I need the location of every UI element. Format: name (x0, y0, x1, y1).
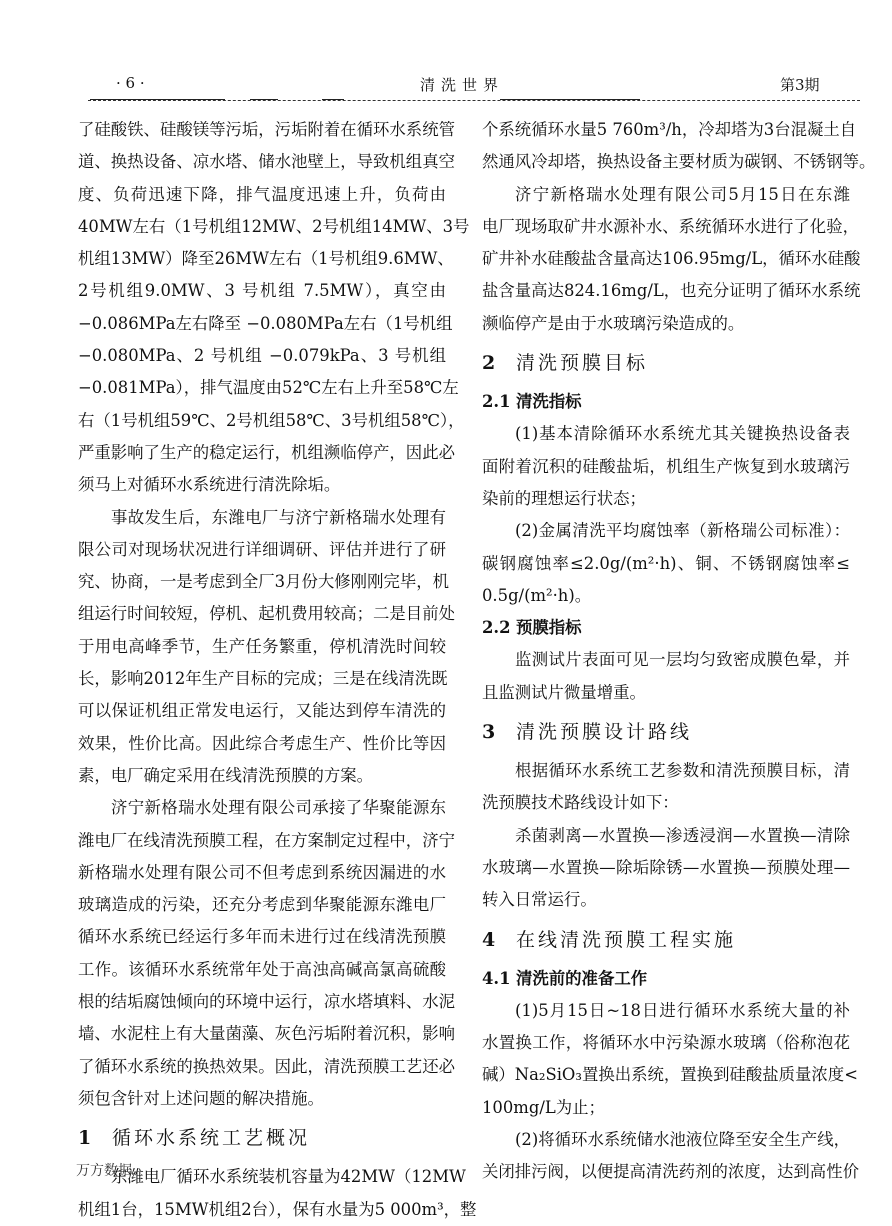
text-line: 盐含量高达824.16mg/L，也充分证明了循环水系统 (482, 281, 861, 301)
paragraph (482, 995, 858, 1124)
text-line: −0.081MPa），排气温度由52℃左右上升至58℃左 (78, 378, 459, 398)
section-number: 4 (482, 928, 496, 951)
paragraph (482, 179, 861, 340)
section-number: 2.2 (482, 618, 511, 638)
text-line: 济宁新格瑞水处理有限公司5月15日在东潍 (515, 184, 850, 204)
paragraph (482, 114, 876, 179)
text-line: 濒临停产是由于水玻璃污染造成的。 (482, 313, 745, 333)
header-rule-segment (500, 99, 640, 100)
text-line: 于用电高峰季节，生产任务繁重，停机清洗时间较 (78, 636, 446, 656)
section-title: 清洗预膜目标 (516, 352, 649, 375)
header-rule-segment (250, 99, 278, 100)
text-line: 济宁新格瑞水处理有限公司承接了华聚能源东 (111, 798, 446, 818)
text-line: 机组1台，15MW机组2台），保有水量为5 000m³，整 (78, 1199, 477, 1219)
header-rule-segment (322, 99, 344, 100)
text-line: 事故发生后，东潍电厂与济宁新格瑞水处理有 (111, 507, 446, 527)
section-title: 清洗指标 (516, 392, 582, 412)
text-line: 水玻璃—水置换—除垢除锈—水置换—预膜处理— (482, 857, 850, 877)
paragraph (78, 114, 470, 502)
text-line: 须包含针对上述问题的解决措施。 (78, 1088, 324, 1108)
text-line: (1)基本清除循环水系统尤其关键换热设备表 (515, 424, 850, 444)
text-line: (1)5月15日~18日进行循环水系统大量的补 (515, 1000, 850, 1020)
text-line: 究、协商，一是考虑到全厂3月份大修刚刚完毕，机 (78, 572, 450, 592)
section-number: 2 (482, 352, 496, 375)
text-line: 玻璃造成的污染，还充分考虑到华聚能源东潍电厂 (78, 895, 446, 915)
text-line: 须马上对循环水系统进行清洗除垢。 (78, 475, 341, 495)
text-line: 转入日常运行。 (482, 890, 597, 910)
text-line: 矿井补水硅酸盐含量高达106.95mg/L，循环水硅酸 (482, 249, 861, 269)
text-line: 度、负荷迅速下降，排气温度迅速上升，负荷由 (78, 184, 446, 204)
section-title: 清洗前的准备工作 (516, 968, 648, 988)
text-line: 杀菌剥离—水置换—渗透浸润—水置换—清除 (515, 825, 850, 845)
text-line: −0.086MPa左右降至 −0.080MPa左右（1号机组 (78, 313, 453, 333)
text-line: 右（1号机组59℃、2号机组58℃、3号机组58℃）， (78, 410, 465, 430)
section-number: 4.1 (482, 968, 511, 988)
subsection-heading (482, 963, 850, 995)
paragraph (78, 792, 455, 1115)
text-line: (2)金属清洗平均腐蚀率（新格瑞公司标准）： (515, 521, 850, 541)
paragraph (78, 502, 455, 793)
section-heading (482, 709, 850, 755)
section-number: 1 (78, 1127, 92, 1150)
text-line: 且监测试片微量增重。 (482, 682, 646, 702)
paragraph (482, 418, 850, 515)
text-line: 电厂现场取矿井水源补水、系统循环水进行了化验， (482, 216, 859, 236)
section-title: 清洗预膜设计路线 (516, 721, 693, 744)
text-line: 严重影响了生产的稳定运行，机组濒临停产，因此必 (78, 442, 455, 462)
text-line: 东潍电厂循环水系统装机容量为42MW（12MW (111, 1167, 466, 1187)
text-line: 面附着沉积的硅酸盐垢，机组生产恢复到水玻璃污 (482, 456, 850, 476)
section-heading (482, 917, 850, 963)
text-line: 水置换工作，将循环水中污染源水玻璃（俗称泡花 (482, 1033, 850, 1053)
header-rule-segment (90, 99, 225, 100)
text-line: 道、换热设备、凉水塔、储水池壁上，导致机组真空 (78, 152, 455, 172)
text-line: 关闭排污阀，以便提高清洗药剂的浓度，达到高性价 (482, 1162, 859, 1182)
text-line: 墙、水泥柱上有大量菌藻、灰色污垢附着沉积，影响 (78, 1024, 455, 1044)
subsection-heading (482, 612, 850, 644)
text-line: 素，电厂确定采用在线清洗预膜的方案。 (78, 765, 374, 785)
section-title: 预膜指标 (516, 618, 582, 638)
paragraph (482, 1124, 859, 1189)
text-line: 循环水系统已经运行多年而未进行过在线清洗预膜 (78, 927, 446, 947)
text-line: 了硅酸铁、硅酸镁等污垢，污垢附着在循环水系统管 (78, 120, 455, 139)
text-line: 工作。该循环水系统常年处于高浊高碱高氯高硫酸 (78, 959, 446, 979)
text-line: −0.080MPa、2 号机组 −0.079kPa、3 号机组 (78, 346, 446, 366)
paragraph (482, 515, 850, 612)
text-line: 个系统循环水量5 760m³/h，冷却塔为3台混凝土自 (482, 120, 857, 139)
paragraph (482, 755, 850, 820)
text-line: 洗预膜技术路线设计如下： (482, 793, 679, 813)
text-line: 0.5g/(m²·h)。 (482, 585, 592, 605)
paragraph (482, 820, 850, 917)
header-rule (88, 100, 860, 101)
right-column (482, 114, 876, 1189)
text-line: 根据循环水系统工艺参数和清洗预膜目标，清 (515, 761, 850, 781)
section-heading (482, 340, 850, 386)
section-number: 2.1 (482, 392, 511, 412)
text-line: 效果，性价比高。因此综合考虑生产、性价比等因 (78, 733, 446, 753)
paragraph (78, 1161, 477, 1226)
text-line: 2号机组9.0MW、3 号机组 7.5MW），真空由 (78, 281, 446, 301)
text-line: 长，影响2012年生产目标的完成；三是在线清洗既 (78, 669, 448, 689)
text-line: 然通风冷却塔，换热设备主要材质为碳钢、不锈钢等。 (482, 152, 876, 172)
page-number: · 6 · (116, 74, 145, 92)
text-line: 了循环水系统的换热效果。因此，清洗预膜工艺还必 (78, 1056, 455, 1076)
text-line: 潍电厂在线清洗预膜工程，在方案制定过程中，济宁 (78, 830, 455, 850)
text-line: 限公司对现场状况进行详细调研、评估并进行了研 (78, 539, 446, 559)
section-title: 循环水系统工艺概况 (112, 1127, 311, 1150)
text-line: 40MW左右（1号机组12MW、2号机组14MW、3号 (78, 216, 470, 236)
subsection-heading (482, 386, 850, 418)
text-line: 碱）Na₂SiO₃置换出系统，置换到硅酸盐质量浓度< (482, 1065, 858, 1085)
text-line: 碳钢腐蚀率≤2.0g/(m²·h)、铜、不锈钢腐蚀率≤ (482, 553, 850, 573)
section-title: 在线清洗预膜工程实施 (516, 928, 737, 951)
text-line: 根的结垢腐蚀倾向的环境中运行，凉水塔填料、水泥 (78, 992, 455, 1012)
issue-number: 第3期 (780, 76, 820, 94)
left-column (78, 114, 477, 1226)
journal-title: 清洗世界 (420, 76, 505, 94)
section-heading (78, 1115, 446, 1161)
text-line: 组运行时间较短，停机、起机费用较高；二是目前处 (78, 604, 455, 624)
text-line: 新格瑞水处理有限公司不但考虑到系统因漏进的水 (78, 862, 446, 882)
text-line: 机组13MW）降至26MW左右（1号机组9.6MW、 (78, 249, 454, 269)
text-line: 监测试片表面可见一层均匀致密成膜色晕，并 (515, 650, 850, 670)
text-line: 染前的理想运行状态； (482, 488, 646, 508)
watermark: 万方数据 (76, 1163, 132, 1179)
text-line: 可以保证机组正常发电运行，又能达到停车清洗的 (78, 701, 446, 721)
text-line: (2)将循环水系统储水池液位降至安全生产线， (515, 1130, 850, 1150)
paragraph (482, 644, 850, 709)
text-line: 100mg/L为止； (482, 1097, 605, 1117)
section-number: 3 (482, 721, 496, 744)
